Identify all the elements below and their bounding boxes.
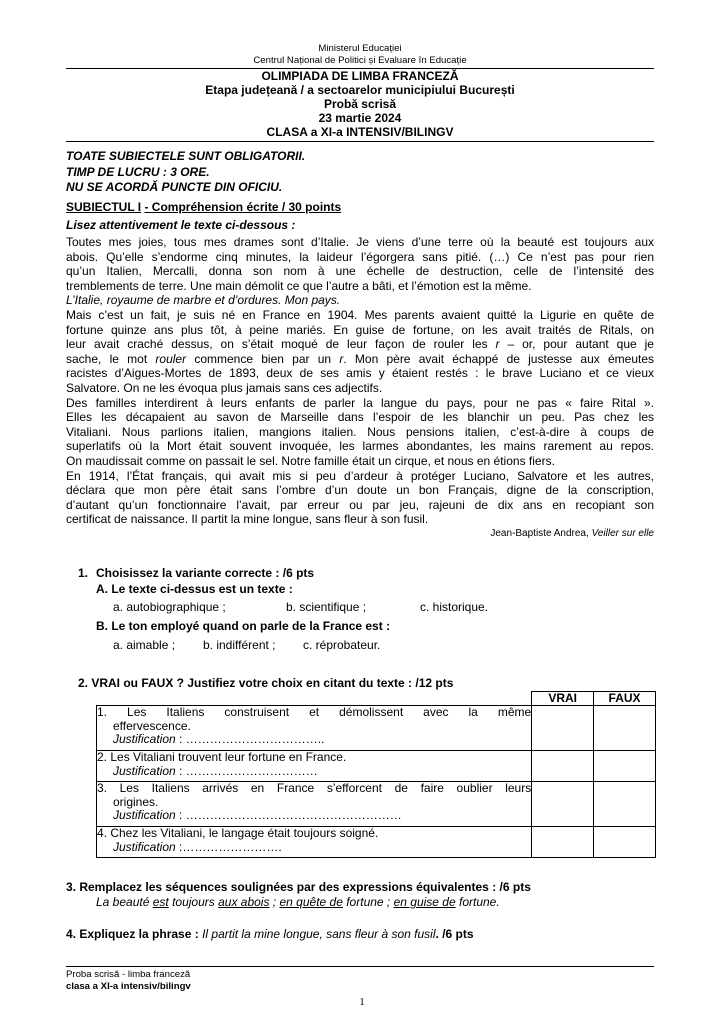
justification-blank[interactable]: : …………………………….. [175, 732, 325, 746]
passage-line: On maudissait comme on passait le sel. Notre famille était un cirque, et nous en étions fiers. [66, 453, 555, 468]
q1-part-b-label: B. Le ton employé quand on parle de la France est : [96, 619, 391, 633]
q1-b-option: b. indifférent ; [203, 638, 276, 652]
statement-text: effervescence. [113, 718, 191, 733]
q3-underlined: en quête de [279, 895, 343, 909]
q4-points: . /6 pts [435, 927, 474, 941]
justification-blank[interactable]: : …………………………… [175, 763, 318, 778]
justification-line [97, 765, 531, 779]
vrai-answer-cell[interactable] [532, 751, 594, 782]
read-instruction: Lisez attentivement le texte ci-dessous : [66, 218, 296, 232]
passage-line: qu’un Italien, Mercalli, donna son nom à une échelle de destruction, celle de l’intensité des [66, 264, 654, 279]
q4-line [66, 927, 474, 941]
instruction-line: TIMP DE LUCRU : 3 ORE. [66, 165, 210, 179]
vrai-answer-cell[interactable] [532, 782, 594, 827]
justification-line [97, 733, 531, 747]
exam-date: 23 martie 2024 [318, 111, 402, 125]
footer-line-1: Proba scrisă - limba franceză [66, 969, 191, 980]
col-vrai: VRAI [532, 692, 594, 706]
q3-underlined: aux abois [218, 895, 270, 909]
passage-source [66, 527, 654, 540]
passage-line: Toutes mes joies, tous mes drames sont d’Italie. Je viens d’une terre où la beauté est toujours aux [66, 235, 654, 249]
reading-passage [66, 235, 654, 540]
justification-line [97, 809, 531, 823]
statement-text: 3. Les Italiens arrivés en France s’efforcent de faire oublier leurs [97, 781, 532, 795]
subject-title: SUBIECTUL I [66, 200, 142, 214]
justification-line [97, 841, 531, 855]
passage-line: Elles les décapaient au savon de Marseille dans l’espoir de les blanchir un peu. Pas chez les [66, 410, 654, 425]
passage-line: Salvatore. On ne les évoqua plus jamais sans ces adjectifs. [66, 380, 383, 395]
passage-line: abois. Qu’elle s’endorme cinq minutes, la laideur l’égorgera sans pitié. (…) Ce n’est pas pour rien [66, 249, 654, 264]
source-book: Veiller sur elle [591, 527, 654, 539]
passage-line: tremblements de terre. Une main démolit ce que l’autre a bâti, et l’émotion est la même. [66, 278, 532, 293]
q3-text: La beauté [96, 895, 153, 909]
passage-line: fortune quinze ans plus tôt, à peine mariés. En guise de fortune, on les avait traités de Ritals, on [66, 322, 654, 337]
table-row [97, 706, 656, 751]
faux-answer-cell[interactable] [594, 706, 656, 751]
q3-title: 3. Remplacez les séquences soulignées par des expressions équivalentes : /6 pts [66, 880, 531, 894]
passage-segment: leur avait craché dessus, on s’était moqué de leur façon de rouler les [66, 337, 488, 352]
justification-blank[interactable]: :……………………. [175, 839, 282, 854]
stage-title: Etapa județeană / a sectoarelor municipiului București [205, 83, 515, 97]
page-number: 1 [359, 996, 365, 1008]
footer-line-2: clasa a XI-a intensiv/bilingv [66, 981, 191, 992]
subject-subtitle: - Compréhension écrite / 30 points [144, 200, 342, 214]
q1-b-option: c. réprobateur. [303, 638, 381, 652]
passage-segment: . Mon père avait échappé de justesse aux émeutes [343, 351, 654, 366]
vrai-answer-cell[interactable] [532, 827, 594, 858]
statement-text: 4. Chez les Vitaliani, le langage était toujours soigné. [97, 826, 379, 840]
faux-answer-cell[interactable] [594, 782, 656, 827]
faux-answer-cell[interactable] [594, 751, 656, 782]
justification-label: Justification [113, 763, 176, 778]
q4-phrase: Il partit la mine longue, sans fleur à son fusil [202, 927, 436, 941]
passage-line: En 1914, l’État français, qui avait mis si peu d’ardeur à protéger Luciano, Salvatore et les autres, [66, 468, 654, 483]
passage-italic-line: L’Italie, royaume de marbre et d’ordures. Mon pays. [66, 293, 341, 308]
passage-line: Mais c’est un fait, je suis né en France en 1904. Mes parents avaient quitté la Ligurie en quête de [66, 307, 654, 322]
q1-part-a-label: A. Le texte ci-dessus est un texte : [96, 582, 293, 596]
title-divider [66, 141, 654, 142]
table-row [97, 751, 656, 782]
q1-title: Choisissez la variante correcte : /6 pts [96, 566, 315, 580]
passage-line [66, 352, 654, 367]
instruction-line: NU SE ACORDĂ PUNCTE DIN OFICIU. [66, 180, 283, 194]
vrai-answer-cell[interactable] [532, 706, 594, 751]
passage-line: racistes d’Aigues-Mortes de 1893, deux de ses amis y étaient restés : le brave Luciano et ce vieux [66, 366, 654, 381]
q2-title: 2. VRAI ou FAUX ? Justifiez votre choix en citant du texte : /12 pts [78, 676, 454, 690]
statement-text: origines. [113, 794, 159, 809]
class-title: CLASA a XI-a INTENSIV/BILINGV [266, 125, 454, 139]
justification-label: Justification [113, 839, 176, 854]
instruction-line: TOATE SUBIECTELE SUNT OBLIGATORII. [66, 149, 306, 163]
footer-divider [66, 966, 654, 967]
passage-line: Des familles interdirent à leurs enfants de parler la langue du pays, pour ne pas « faire Rital ». [66, 395, 654, 410]
center-name: Centrul Național de Politici și Evaluare în Educație [253, 55, 467, 66]
q3-text: ; [269, 895, 280, 909]
statement-text: 2. Les Vitaliani trouvent leur fortune en France. [97, 750, 347, 764]
statement-cell [97, 827, 532, 858]
q3-underlined: en guise de [393, 895, 456, 909]
faux-answer-cell[interactable] [594, 827, 656, 858]
q1-b-option: a. aimable ; [113, 638, 176, 652]
q3-text: fortune ; [342, 895, 394, 909]
passage-italic: rouler [155, 351, 187, 366]
source-author: Jean-Baptiste Andrea, [490, 527, 589, 539]
q3-underlined: est [152, 895, 169, 909]
justification-label: Justification [113, 732, 176, 746]
true-false-table [96, 691, 656, 858]
passage-line: déclara que mon père était sans l’ombre d’un doute un bon Français, digne de la conscription, [66, 483, 654, 498]
passage-italic: r [339, 351, 344, 366]
q3-text: toujours [168, 895, 219, 909]
q4-title: 4. Expliquez la phrase : [66, 927, 199, 941]
passage-line: certificat de naissance. Il partit la mine longue, sans fleur à son fusil. [66, 512, 429, 527]
passage-segment: – or, pour autant que je [499, 337, 654, 352]
statement-cell [97, 706, 532, 751]
passage-line: d’autant qu’un fonctionnaire l’avait, par erreur ou par jeu, rajeuni de dix ans en recopiant son [66, 497, 654, 512]
q1-number: 1. [78, 566, 89, 580]
subject-heading [66, 200, 341, 214]
passage-line [66, 337, 654, 352]
table-row [97, 782, 656, 827]
passage-line: superlatifs où la Mort était souvent invoquée, les larmes abondantes, les mains rarement au repos. [66, 439, 654, 454]
statement-cell [97, 751, 532, 782]
ministry-name: Ministerul Educației [318, 43, 402, 54]
q3-text: fortune. [455, 895, 500, 909]
q3-sentence [96, 895, 500, 909]
passage-segment: commence bien par un [186, 351, 332, 366]
passage-line: Vitaliani. Nous parlions italien, mangions italien. Nous pensions italien, c’est-à-dire à coups de [66, 424, 654, 439]
q1-a-option: b. scientifique ; [286, 600, 367, 614]
test-type: Probă scrisă [323, 97, 397, 111]
table-header-row [97, 692, 656, 706]
header-blank-cell [97, 692, 532, 706]
justification-label: Justification [113, 808, 176, 822]
q1-a-option: a. autobiographique ; [113, 600, 226, 614]
col-faux: FAUX [594, 692, 656, 706]
statement-text: 1. Les Italiens construisent et démolissent avec la même [97, 705, 532, 719]
q1-a-option: c. historique. [420, 600, 489, 614]
passage-italic: r [495, 337, 500, 352]
table-row [97, 827, 656, 858]
olympiad-title: OLIMPIADA DE LIMBA FRANCEZĂ [261, 69, 459, 83]
passage-segment: sache, le mot [66, 351, 148, 366]
statement-cell [97, 782, 532, 827]
justification-blank[interactable]: : ……………………………………………… [175, 808, 402, 822]
